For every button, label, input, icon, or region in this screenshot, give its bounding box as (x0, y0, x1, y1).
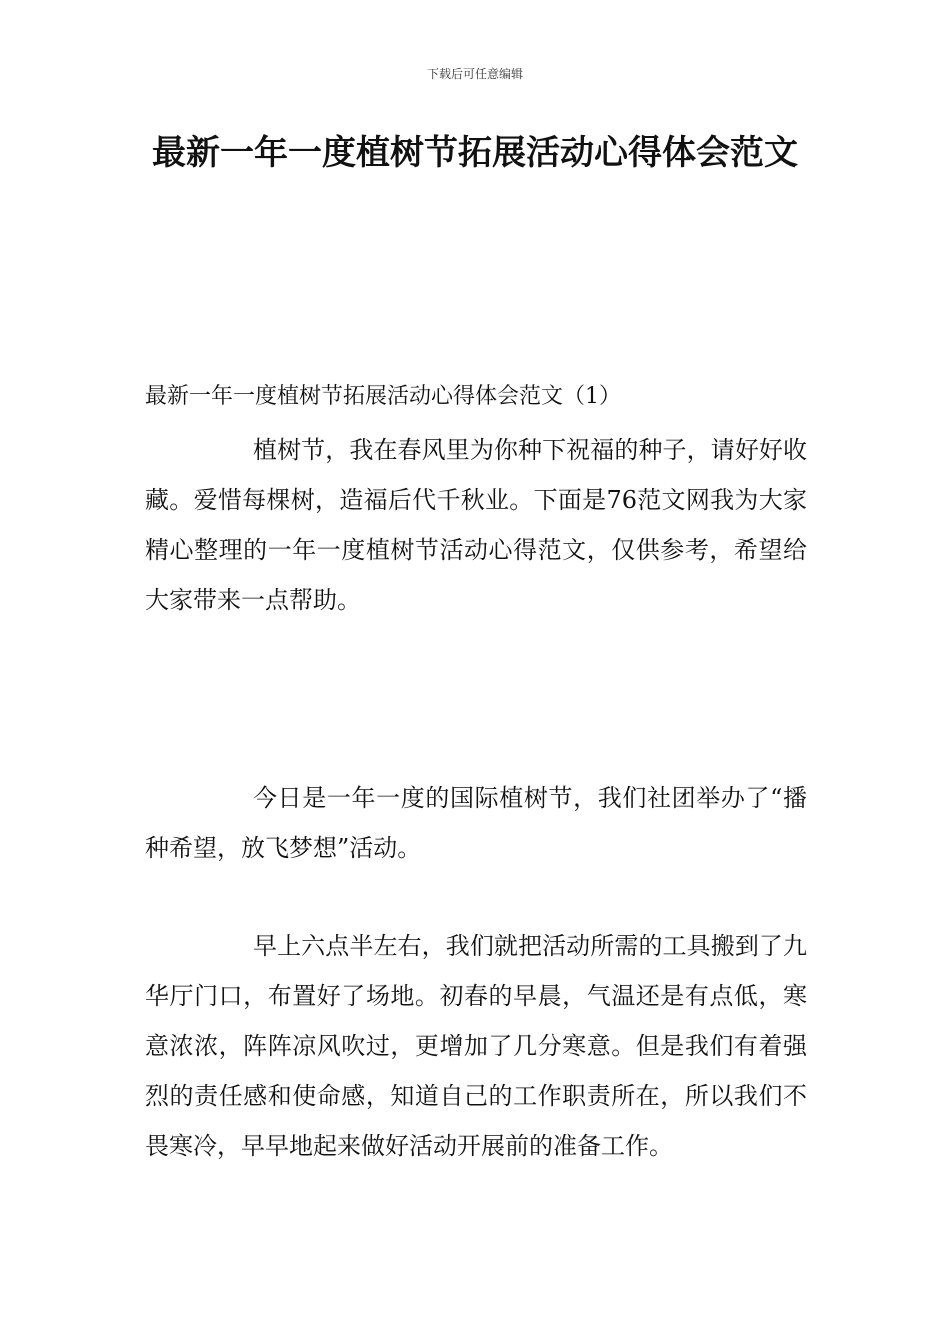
document-title: 最新一年一度植树节拓展活动心得体会范文 (152, 133, 798, 173)
header-note: 下载后可任意编辑 (426, 67, 523, 81)
section-heading: 最新一年一度植树节拓展活动心得体会范文（1） (145, 384, 621, 409)
paragraph-event: 今日是一年一度的国际植树节，我们社团举办了“播种希望，放飞梦想”活动。 (145, 784, 807, 862)
paragraph-preparation: 早上六点半左右，我们就把活动所需的工具搬到了九华厅门口，布置好了场地。初春的早晨，气温还是有点低，寒意浓浓，阵阵凉风吹过，更增加了几分寒意。但是我们有着强烈的责任感和使命感，知道自己的工作职责所在，所以我们不畏寒冷，早早地起来做好活动开展前的准备工作。 (145, 932, 807, 1160)
paragraph-intro: 植树节，我在春风里为你种下祝福的种子，请好好收藏。爱惜每棵树，造福后代千秋业。下面是76范文网我为大家精心整理的一年一度植树节活动心得范文，仅供参考，希望给大家带来一点帮助。 (145, 436, 807, 614)
